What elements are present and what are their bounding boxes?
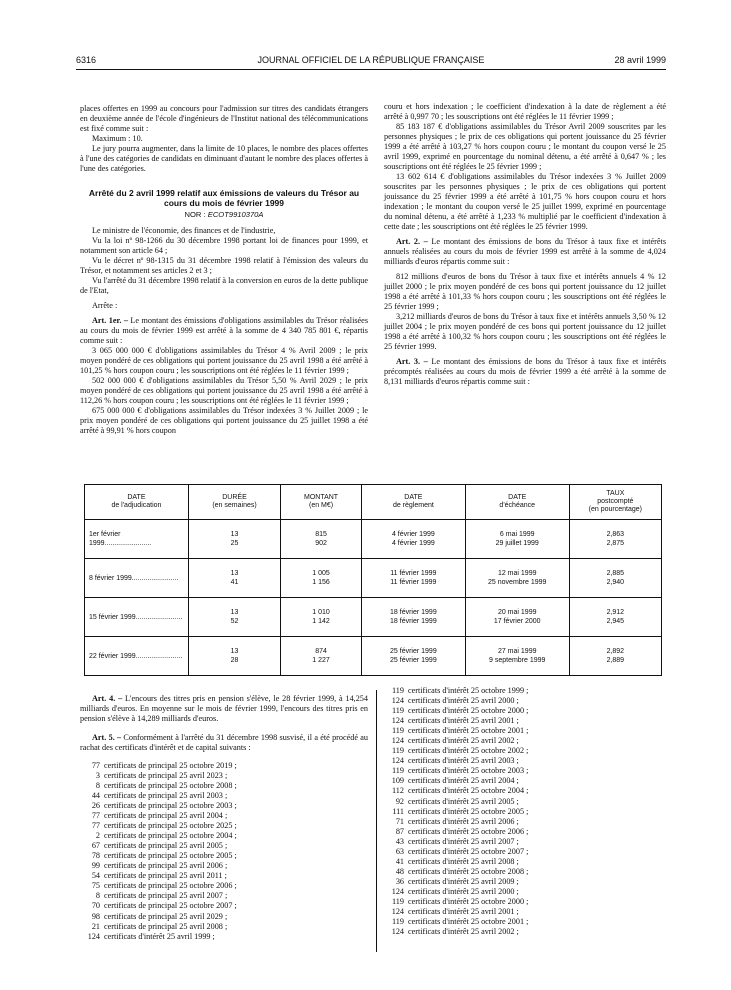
page-number: 6316 (76, 55, 97, 65)
certificate-count: 21 (91, 921, 100, 931)
article-2-text: Le montant des émissions de bons du Trésor à taux fixe et intérêts annuels réalisées au cours du mois de février 1999 est arrêté à la somme de 4,024 milliards d'euros répartis comme suit : (384, 237, 667, 266)
certificate-count: 99 (91, 861, 100, 871)
certificate-label: certificats de principal 25 octobre 2006 ; (104, 881, 237, 891)
oat-particuliers-paragraph: 85 183 187 € d'obligations assimilables du Trésor Avril 2009 souscrites par les personnes physiques ; le prix de ces obligations qui portent jouissance du 25 février 1999 a été arrêté à 103,27 % hors coupon couru ; le montant du coupon versé le 25 avril 1999, exprimé en pourcentage du nominal détenu, a été arrêté à 0,647 % ; les souscriptions ont été réglées le 25 février 1999 ; (384, 122, 666, 171)
certificate-label: certificats d'intérêt 25 octobre 2004 ; (408, 786, 529, 796)
certificate-count: 98 (91, 911, 100, 921)
issue-date: 28 avril 1999 (614, 55, 666, 65)
arrete-heading: Arrête : (92, 301, 118, 310)
list-item (80, 801, 368, 811)
certificate-label: certificats d'intérêt 25 avril 2000 ; (408, 886, 519, 896)
certificate-label: certificats d'intérêt 25 avril 2002 ; (408, 736, 519, 746)
header-date-adjudication: DATE de l'adjudication (85, 485, 189, 520)
certificate-count: 124 (391, 716, 404, 726)
cell-montant: 815 902 (281, 520, 362, 559)
list-item (80, 771, 368, 781)
certificate-label: certificats de principal 25 avril 2023 ; (104, 770, 228, 780)
certificate-count: 43 (395, 836, 404, 846)
cell-taux: 2,863 2,875 (569, 520, 661, 559)
certificate-label: certificats d'intérêt 25 avril 2005 ; (408, 796, 519, 806)
certificate-count: 119 (392, 896, 404, 906)
list-item (80, 851, 368, 861)
article-5-label: Art. 5. – (92, 732, 122, 742)
certificate-count: 124 (391, 927, 404, 937)
list-item (80, 901, 368, 911)
list-item (384, 716, 666, 726)
list-item (384, 837, 666, 847)
oati-particuliers-paragraph: 13 602 614 € d'obligations assimilables du Trésor indexées 3 % Juillet 2009 souscrites par les personnes physiques ; le prix de ces obligations qui portent jouissance du 25 février 1999 a été arrêté à 101,75 % hors coupon couru et hors indexation ; le montant du coupon versé le 25 juillet 1999, exprimé en pourcentage du nominal détenu, a été arrêté à 1,233 % multiplié par le coefficient d'indexation à cette date ; les souscriptions ont été réglées le 25 février 1999. (384, 172, 666, 231)
certificate-count: 54 (91, 871, 100, 881)
bottom-left-column (80, 686, 368, 942)
certificate-label: certificats de principal 25 avril 2008 ; (104, 921, 228, 931)
cell-taux: 2,885 2,940 (569, 559, 661, 598)
certificate-label: certificats de principal 25 octobre 2025 ; (104, 821, 237, 831)
certificate-label: certificats d'intérêt 25 octobre 2006 ; (408, 826, 529, 836)
cell-echeance: 20 mai 1999 17 février 2000 (465, 598, 569, 637)
cell-echeance: 27 mai 1999 9 septembre 1999 (465, 637, 569, 676)
article-3-text: Le montant des émissions de bons du Trésor à taux fixe et intérêts précomptés réalisées au cours du mois de février 1999 a été arrêté à la somme de 8,131 milliards d'euros répartis comme suit : (384, 357, 667, 386)
certificate-label: certificats d'intérêt 25 avril 2007 ; (408, 836, 519, 846)
article-1-oat-avril-2009: 3 065 000 000 € d'obligations assimilables du Trésor 4 % Avril 2009 ; le prix moyen pondéré de ces obligations qui portent jouissance du 25 avril 1998 a été arrêté à 101,25 % hors coupon couru ; les souscriptions ont été réglées le 11 février 1999 ; (80, 346, 368, 375)
certificate-count: 8 (95, 891, 100, 901)
article-2-label: Art. 2. – (396, 237, 428, 246)
cell-date: 22 février 1999........................ (85, 637, 189, 676)
cell-duree: 13 28 (188, 637, 280, 676)
certificate-count: 75 (91, 881, 100, 891)
list-item (384, 706, 666, 716)
certificate-count: 111 (392, 806, 404, 816)
certificate-count: 124 (391, 736, 404, 746)
cell-echeance: 12 mai 1999 25 novembre 1999 (465, 559, 569, 598)
right-column (384, 102, 666, 387)
article-5-text: Conformément à l'arrêté du 31 décembre 1998 susvisé, il a été procédé au rachat des certificats d'intérêt et de capital suivants : (80, 732, 368, 752)
certificate-label: certificats d'intérêt 25 avril 2000 ; (408, 696, 519, 706)
certificate-count: 36 (395, 876, 404, 886)
cell-reglement: 4 février 1999 4 février 1999 (361, 520, 465, 559)
nor-code: ECOT9910370A (207, 210, 264, 219)
intro-jury: Le jury pourra augmenter, dans la limite de 10 places, le nombre des places offertes à l'une des catégories de candidats en diminuant d'autant le nombre des places offertes à l'une des catégories. (80, 144, 368, 173)
list-item (384, 807, 666, 817)
certificate-count: 77 (91, 821, 100, 831)
list-item (384, 686, 666, 696)
article-2 (384, 237, 666, 267)
certificate-count: 2 (95, 831, 100, 841)
certificate-count: 119 (392, 686, 404, 695)
certificate-label: certificats de principal 25 avril 2003 ; (104, 790, 228, 800)
certificate-count: 92 (395, 796, 404, 806)
table-row (85, 559, 662, 598)
article-5 (80, 733, 368, 753)
table-row (85, 637, 662, 676)
certificate-count: 119 (392, 766, 404, 776)
list-item (384, 827, 666, 837)
certificate-label: certificats d'intérêt 25 octobre 2001 ; (408, 917, 529, 927)
certificate-label: certificats d'intérêt 25 octobre 2005 ; (408, 806, 529, 816)
certificate-count: 3 (95, 770, 100, 780)
certificate-label: certificats d'intérêt 25 octobre 2000 ; (408, 706, 529, 716)
list-item (384, 776, 666, 786)
intro-maximum: Maximum : 10. (92, 134, 143, 143)
certificate-count: 78 (91, 851, 100, 861)
certificate-label: certificats d'intérêt 25 avril 1999 ; (104, 931, 215, 941)
list-item (384, 756, 666, 766)
cell-echeance: 6 mai 1999 29 juillet 1999 (465, 520, 569, 559)
article-4 (80, 694, 368, 724)
certificate-label: certificats d'intérêt 25 avril 2003 ; (408, 756, 519, 766)
cell-date: 8 février 1999........................ (85, 559, 189, 598)
list-item (80, 861, 368, 871)
certificate-label: certificats d'intérêt 25 octobre 1999 ; (408, 686, 529, 695)
certificate-label: certificats de principal 25 octobre 2008 ; (104, 780, 237, 790)
list-item (384, 696, 666, 706)
certificate-count: 41 (395, 856, 404, 866)
list-item (384, 726, 666, 736)
certificate-label: certificats de principal 25 avril 2005 ; (104, 841, 228, 851)
certificate-count: 87 (395, 826, 404, 836)
table-row (85, 520, 662, 559)
list-item (80, 791, 368, 801)
certificate-label: certificats d'intérêt 25 avril 2001 ; (408, 716, 519, 726)
certificate-label: certificats d'intérêt 25 avril 2008 ; (408, 856, 519, 866)
certificate-count: 44 (91, 790, 100, 800)
btan-2000-paragraph: 812 millions d'euros de bons du Trésor à taux fixe et intérêts annuels 4 % 12 juillet 2000 ; le prix moyen pondéré de ces bons qui portent jouissance du 12 juillet 1998 a été arrêté à 101,33 % hors coupon couru ; les souscriptions ont été réglées le 25 février 1999 ; (384, 272, 666, 311)
list-item (80, 761, 368, 771)
page-header (76, 55, 666, 67)
intro-paragraph: places offertes en 1999 au concours pour l'admission sur titres des candidats étrangers en deuxième année de l'école d'ingénieurs de l'Institut national des télécommunications est fixé comme suit : (80, 104, 368, 133)
cell-reglement: 11 février 1999 11 février 1999 (361, 559, 465, 598)
column-divider (376, 690, 377, 952)
certificate-count: 112 (392, 786, 404, 796)
certificate-count: 119 (392, 726, 404, 736)
certificate-label: certificats d'intérêt 25 octobre 2002 ; (408, 746, 529, 756)
list-item (80, 891, 368, 901)
vu-loi: Vu la loi nº 98-1266 du 30 décembre 1998 portant loi de finances pour 1999, et notamment son article 64 ; (80, 236, 368, 255)
certificate-label: certificats d'intérêt 25 octobre 2001 ; (408, 726, 529, 736)
certificate-count: 71 (395, 816, 404, 826)
certificate-label: certificats de principal 25 octobre 2019 ; (104, 760, 237, 770)
certificates-list-right (384, 686, 666, 937)
nor-reference (80, 210, 368, 220)
list-item (384, 786, 666, 796)
minister-paragraph: Le ministre de l'économie, des finances et de l'industrie, (92, 226, 276, 235)
certificate-label: certificats d'intérêt 25 octobre 2007 ; (408, 846, 529, 856)
cell-duree: 13 25 (188, 520, 280, 559)
article-3-label: Art. 3. – (396, 357, 428, 366)
list-item (384, 917, 666, 927)
list-item (80, 831, 368, 841)
certificate-count: 124 (391, 696, 404, 706)
list-item (384, 867, 666, 877)
table-header-row (85, 485, 662, 520)
list-item (80, 922, 368, 932)
cell-montant: 1 010 1 142 (281, 598, 362, 637)
certificate-label: certificats d'intérêt 25 avril 2006 ; (408, 816, 519, 826)
certificate-label: certificats de principal 25 avril 2004 ; (104, 811, 228, 821)
certificate-count: 119 (392, 917, 404, 927)
journal-title: JOURNAL OFFICIEL DE LA RÉPUBLIQUE FRANÇAISE (257, 55, 485, 65)
list-item (384, 857, 666, 867)
certificate-count: 124 (87, 931, 100, 941)
cell-date: 15 février 1999........................ (85, 598, 189, 637)
cell-taux: 2,912 2,945 (569, 598, 661, 637)
article-1 (80, 316, 368, 346)
vu-arrete: Vu l'arrêté du 31 décembre 1998 relatif à la conversion en euros de la dette publique de l'Etat, (80, 276, 368, 295)
certificates-list-left (80, 761, 368, 942)
header-duree: DURÉE (en semaines) (188, 485, 280, 520)
list-item (384, 746, 666, 756)
list-item (384, 736, 666, 746)
list-item (80, 932, 368, 942)
certificate-count: 48 (395, 866, 404, 876)
certificate-count: 77 (91, 760, 100, 770)
list-item (384, 907, 666, 917)
certificate-label: certificats de principal 25 avril 2029 ; (104, 911, 228, 921)
list-item (384, 877, 666, 887)
header-montant: MONTANT (en M€) (281, 485, 362, 520)
certificate-count: 8 (95, 780, 100, 790)
cell-montant: 1 005 1 156 (281, 559, 362, 598)
list-item (80, 881, 368, 891)
certificate-label: certificats d'intérêt 25 avril 2002 ; (408, 927, 519, 937)
continuation-paragraph: couru et hors indexation ; le coefficient d'indexation à la date de règlement a été arrêté à 0,997 70 ; les souscriptions ont été réglées le 11 février 1999 ; (384, 102, 666, 121)
certificate-label: certificats de principal 25 octobre 2004 ; (104, 831, 237, 841)
article-1-label: Art. 1er. – (92, 316, 128, 325)
certificate-label: certificats de principal 25 avril 2006 ; (104, 861, 228, 871)
article-4-label: Art. 4. – (92, 694, 123, 704)
certificate-label: certificats de principal 25 octobre 2005 ; (104, 851, 237, 861)
article-1-oati-juillet-2009: 675 000 000 € d'obligations assimilables du Trésor indexées 3 % Juillet 2009 ; le prix moyen pondéré de ces obligations qui portent jouissance du 25 juillet 1998 a été arrêté à 99,91 % hors coupon (80, 406, 368, 435)
list-item (80, 821, 368, 831)
header-taux: TAUX postcompté (en pourcentage) (569, 485, 661, 520)
list-item (384, 887, 666, 897)
cell-duree: 13 52 (188, 598, 280, 637)
list-item (384, 847, 666, 857)
certificate-count: 63 (395, 846, 404, 856)
list-item (384, 797, 666, 807)
list-item (384, 817, 666, 827)
certificate-count: 67 (91, 841, 100, 851)
vu-decret: Vu le décret nº 98-1315 du 31 décembre 1998 relatif à l'émission des valeurs du Trésor, et notamment ses articles 2 et 3 ; (80, 256, 368, 275)
header-rule (76, 69, 666, 70)
certificate-count: 124 (391, 886, 404, 896)
cell-reglement: 18 février 1999 18 février 1999 (361, 598, 465, 637)
certificate-label: certificats d'intérêt 25 octobre 2003 ; (408, 766, 529, 776)
cell-taux: 2,892 2,889 (569, 637, 661, 676)
article-3 (384, 357, 666, 387)
article-1-oat-avril-2029: 502 000 000 € d'obligations assimilables du Trésor 5,50 % Avril 2029 ; le prix moyen pondéré de ces obligations qui portent jouissance du 25 avril 1998 a été arrêté à 112,26 % hors coupon couru ; les souscriptions ont été réglées le 11 février 1999 ; (80, 376, 368, 405)
certificate-label: certificats de principal 25 avril 2007 ; (104, 891, 228, 901)
list-item (80, 841, 368, 851)
list-item (80, 781, 368, 791)
certificate-count: 26 (91, 800, 100, 810)
list-item (384, 766, 666, 776)
certificate-label: certificats d'intérêt 25 octobre 2000 ; (408, 896, 529, 906)
certificate-label: certificats de principal 25 octobre 2007 ; (104, 901, 237, 911)
cell-date: 1er février 1999........................ (85, 520, 189, 559)
cell-duree: 13 41 (188, 559, 280, 598)
header-date-echeance: DATE d'échéance (465, 485, 569, 520)
certificate-label: certificats de principal 25 octobre 2003 ; (104, 800, 237, 810)
btan-2004-paragraph: 3,212 milliards d'euros de bons du Trésor à taux fixe et intérêts annuels 3,50 % 12 juillet 2004 ; le prix moyen pondéré de ces bons qui portent jouissance du 12 juillet 1998 a été arrêté à 100,32 % hors coupon couru ; les souscriptions ont été réglées le 25 février 1999. (384, 312, 666, 351)
list-item (384, 927, 666, 937)
certificate-label: certificats de principal 25 avril 2011 ; (104, 871, 227, 881)
header-date-reglement: DATE de règlement (361, 485, 465, 520)
certificate-count: 119 (392, 746, 404, 756)
certificate-count: 70 (91, 901, 100, 911)
bottom-right-column (384, 686, 666, 937)
table-row (85, 598, 662, 637)
certificate-label: certificats d'intérêt 25 avril 2009 ; (408, 876, 519, 886)
cell-montant: 874 1 227 (281, 637, 362, 676)
nor-label: NOR : (184, 210, 206, 219)
certificate-count: 109 (391, 776, 404, 786)
certificate-label: certificats d'intérêt 25 avril 2001 ; (408, 907, 519, 917)
decree-title: Arrêté du 2 avril 1999 relatif aux émissions de valeurs du Trésor au cours du mois de février 1999 (88, 188, 360, 208)
list-item (80, 811, 368, 821)
certificate-count: 124 (391, 756, 404, 766)
certificate-count: 77 (91, 811, 100, 821)
article-1-text: Le montant des émissions d'obligations assimilables du Trésor réalisées au cours du mois de février 1999 est arrêté à la somme de 4 340 785 801 €, répartis comme suit : (80, 316, 369, 345)
certificate-count: 119 (392, 706, 404, 716)
cell-reglement: 25 février 1999 25 février 1999 (361, 637, 465, 676)
btf-issuance-table (84, 484, 662, 676)
certificate-label: certificats d'intérêt 25 octobre 2008 ; (408, 866, 529, 876)
article-4-text: L'encours des titres pris en pension s'élève, le 28 février 1999, à 14,254 milliards d'euros. En moyenne sur le mois de février 1999, l'encours des titres pris en pension s'élève à 14,289 milliards d'euros. (80, 694, 368, 724)
list-item (384, 897, 666, 907)
list-item (80, 871, 368, 881)
list-item (80, 912, 368, 922)
certificate-label: certificats d'intérêt 25 avril 2004 ; (408, 776, 519, 786)
left-column (80, 104, 368, 436)
certificate-count: 124 (391, 907, 404, 917)
